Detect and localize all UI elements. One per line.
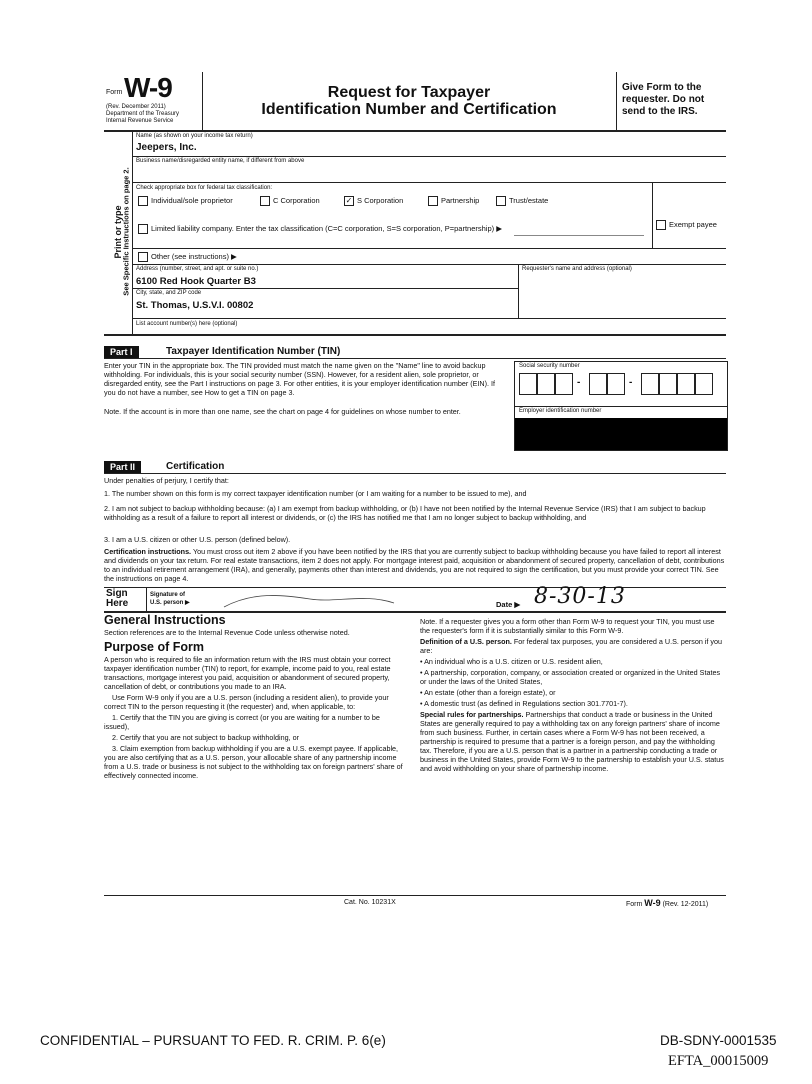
- requester-note: Note. If a requester gives you a form other than Form W-9 to request your TIN, you must use the requester's form if it is substantially similar to this Form W-9.: [420, 617, 715, 635]
- cert-item3: 3. I am a U.S. citizen or other U.S. person (defined below).: [104, 535, 291, 544]
- see-instructions: See Specific Instructions on page 2.: [121, 167, 131, 296]
- tin-box: [514, 361, 728, 451]
- department: Department of the Treasury: [106, 111, 180, 117]
- ein-label: Employer identification number: [519, 408, 602, 414]
- cat-number: Cat. No. 10231X: [344, 899, 396, 906]
- efta-number: EFTA_00015009: [668, 1053, 769, 1069]
- classification-label: Check appropriate box for federal tax classification:: [136, 185, 273, 191]
- sign-here: Sign Here: [106, 588, 129, 609]
- address-value[interactable]: 6100 Red Hook Quarter B3: [136, 276, 256, 287]
- exempt-payee-checkbox[interactable]: Exempt payee: [656, 220, 717, 230]
- revision: (Rev. December 2011): [106, 104, 166, 110]
- special-rules: Special rules for partnerships. Partnerships that conduct a trade or business in the United States are generally required to pay a withholding tax on any foreign partners' share of income from such business. Further, in certain cases where a Form W-9 has not been received, a partnership is required to presume that a partner is a foreign person, and pay the withholding tax. Therefore, if you are a U.S. person that is a partner in a partnership conducting a trade or business in the United States, provide Form W-9 to the partnership to establish your U.S. status and avoid withholding on your share of partnership income.: [420, 710, 724, 773]
- part2-label: Part II: [104, 461, 141, 473]
- form-reference: Form W-9 (Rev. 12-2011): [626, 898, 709, 908]
- bullet-estate: • An estate (other than a foreign estate), or: [420, 688, 556, 697]
- trust-checkbox[interactable]: Trust/estate: [496, 196, 548, 206]
- purpose-p2: Use Form W-9 only if you are a U.S. person (including a resident alien), to provide your correct TIN to the person requesting it (the requester) and, when applicable, to:: [104, 693, 389, 711]
- part1-note: Note. If the account is in more than one name, see the chart on page 4 for guidelines on whose number to enter.: [104, 407, 461, 416]
- account-label: List account number(s) here (optional): [136, 321, 238, 327]
- purpose-p1: A person who is required to file an information return with the IRS must obtain your correct taxpayer identification number (TIN) to report, for example, income paid to you, real estate transactions, mortgage interest you paid, acquisition or abandonment of secured property, cancellation of debt, or contributions you made to an IRA.: [104, 655, 391, 691]
- signature-label1: Signature of: [150, 592, 186, 598]
- c-corp-checkbox[interactable]: C Corporation: [260, 196, 320, 206]
- us-person-definition: Definition of a U.S. person. For federal tax purposes, you are considered a U.S. person if you are:: [420, 637, 723, 655]
- city-value[interactable]: St. Thomas, U.S.V.I. 00802: [136, 300, 254, 311]
- cert-item1: 1. The number shown on this form is my correct taxpayer identification number (or I am waiting for a number to be issued to me), and: [104, 489, 527, 498]
- city-label: City, state, and ZIP code: [136, 290, 202, 296]
- bullet-individual: • An individual who is a U.S. citizen or U.S. resident alien,: [420, 657, 603, 666]
- part2-title: Certification: [166, 461, 225, 472]
- individual-checkbox[interactable]: Individual/sole proprietor: [138, 196, 233, 206]
- address-label: Address (number, street, and apt. or suite no.): [136, 266, 259, 272]
- signature-label2: U.S. person ▶: [150, 600, 190, 606]
- irs-label: Internal Revenue Service: [106, 118, 174, 124]
- part1-text: Enter your TIN in the appropriate box. The TIN provided must match the name given on the "Name" line to avoid backup withholding. For individuals, this is your social security number (SSN). However, for a resident alien, sole proprietor, or disregarded entity, see the Part I instructions on page 3. For other entities, it is your employer identification number (EIN). If you do not have a number, see How to get a TIN on page 3.: [104, 361, 495, 397]
- general-right-column: [420, 617, 726, 775]
- bates-number: DB-SDNY-0001535: [660, 1033, 777, 1048]
- purpose-p4: 2. Certify that you are not subject to backup withholding, or: [112, 733, 299, 742]
- ssn-field[interactable]: - -: [519, 373, 721, 395]
- part1-label: Part I: [104, 346, 139, 358]
- bullet-trust: • A domestic trust (as defined in Regulations section 301.7701-7).: [420, 699, 628, 708]
- cert-item2: 2. I am not subject to backup withholding because: (a) I am exempt from backup withholding, or (b) I have not been notified by the Internal Revenue Service (IRS) that I am subject to backup withholding as a result of a failure to report all interest or dividends, or (c) the IRS has notified me that I am no longer subject to backup withholding, and: [104, 504, 706, 522]
- requester-label: Requester's name and address (optional): [522, 266, 632, 272]
- form-number: W-9: [124, 72, 172, 103]
- business-name-label: Business name/disregarded entity name, if different from above: [136, 158, 305, 164]
- llc-checkbox[interactable]: Limited liability company. Enter the tax classification (C=C corporation, S=S corporation, P=partnership) ▶: [138, 224, 502, 234]
- date-value[interactable]: 8-30-13: [534, 584, 626, 609]
- other-checkbox[interactable]: Other (see instructions) ▶: [138, 252, 237, 262]
- part1-title: Taxpayer Identification Number (TIN): [166, 346, 341, 357]
- signature-scribble: [214, 589, 514, 611]
- cert-instructions: Certification instructions. You must cross out item 2 above if you have been notified by the IRS that you are currently subject to backup withholding because you have failed to report all interest and dividends on your tax return. For real estate transactions, item 2 does not apply. For mortgage interest paid, acquisition or abandonment of secured property, cancellation of debt, contributions to an individual retirement arrangement (IRA), and generally, payments other than interest and dividends, you are not required to sign the certification, but you must provide your correct TIN. See the instructions on page 4.: [104, 547, 725, 583]
- name-value[interactable]: Jeepers, Inc.: [136, 142, 197, 153]
- form-word: Form: [106, 89, 123, 96]
- confidential-stamp: CONFIDENTIAL – PURSUANT TO FED. R. CRIM. P. 6(e): [40, 1033, 386, 1048]
- ein-redacted: [515, 418, 727, 450]
- ssn-label: Social security number: [519, 363, 580, 369]
- print-or-type: Print or type: [113, 205, 123, 259]
- purpose-p5: 3. Claim exemption from backup withholding if you are a U.S. exempt payee. If applicable, you are also certifying that as a U.S. person, your allocable share of any partnership income from a U.S. trade or business is not subject to the withholding tax on foreign partners' share of effectively connected income.: [104, 744, 403, 780]
- bullet-partnership: • A partnership, corporation, company, or association created or organized in the United States or under the laws of the United States,: [420, 668, 721, 686]
- general-left-column: [104, 614, 404, 782]
- date-label: Date ▶: [496, 600, 521, 609]
- give-form-note: Give Form to the requester. Do not send to the IRS.: [622, 82, 705, 117]
- s-corp-checkbox[interactable]: ✓ S Corporation: [345, 196, 404, 206]
- purpose-heading: Purpose of Form: [104, 640, 205, 654]
- section-references: Section references are to the Internal Revenue Code unless otherwise noted.: [104, 628, 350, 637]
- signature-field[interactable]: [214, 589, 514, 609]
- purpose-p3: 1. Certify that the TIN you are giving is correct (or you are waiting for a number to be issued),: [104, 713, 380, 731]
- part2-intro: Under penalties of perjury, I certify that:: [104, 476, 229, 485]
- general-instructions-heading: General Instructions: [104, 613, 226, 627]
- partnership-checkbox[interactable]: Partnership: [428, 196, 479, 206]
- title-line2: Identification Number and Certification: [261, 101, 557, 118]
- title-line1: Request for Taxpayer: [327, 84, 491, 101]
- name-label: Name (as shown on your income tax return): [136, 133, 253, 139]
